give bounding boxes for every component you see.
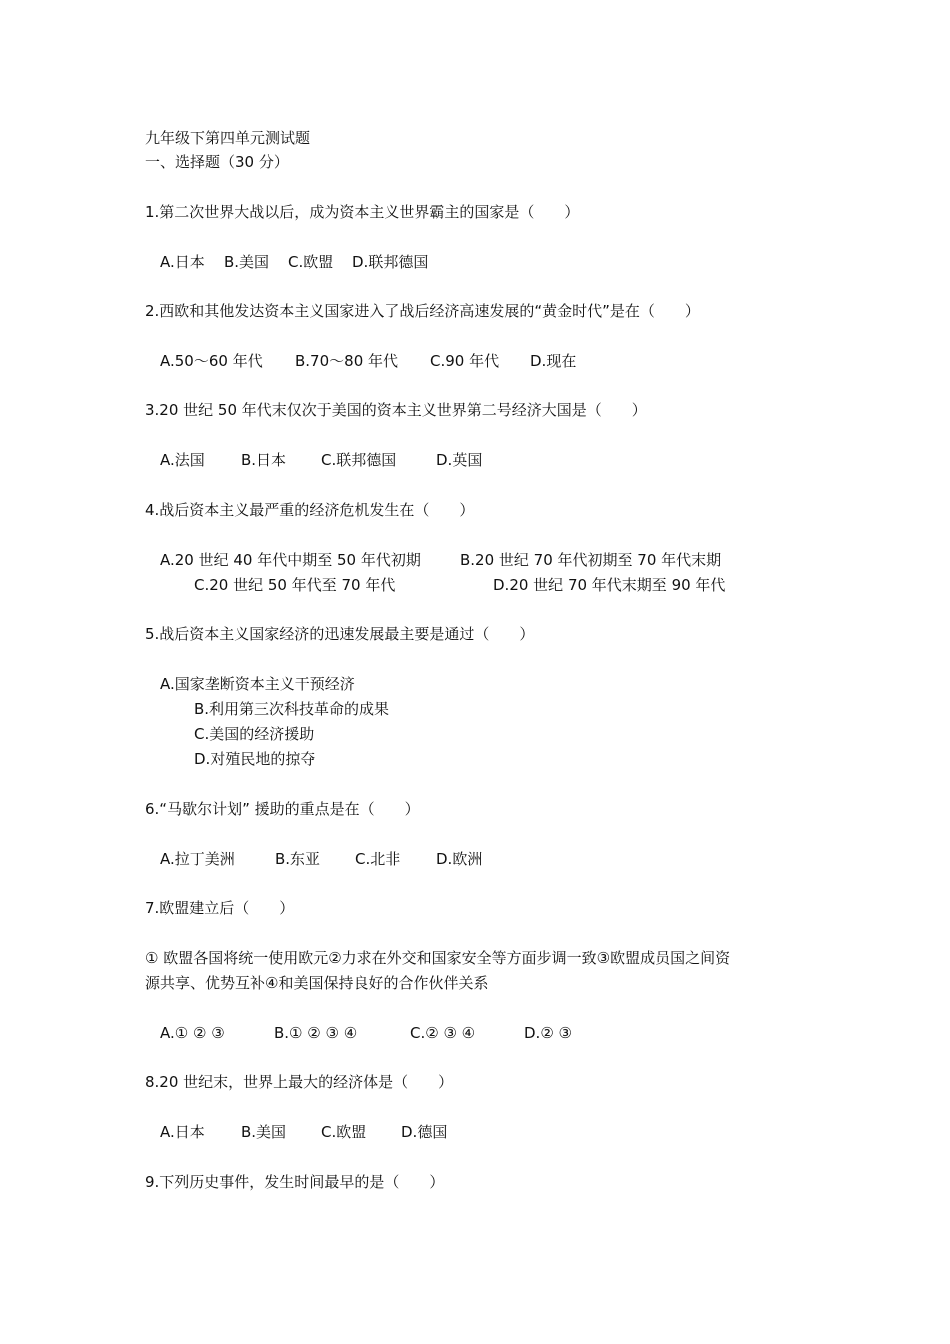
q4-option-a: A.20 世纪 40 年代中期至 50 年代初期 — [160, 551, 421, 569]
q1-option-d: D.联邦德国 — [352, 253, 429, 271]
q6-option-b: B.东亚 — [275, 850, 321, 868]
q3-option-a: A.法国 — [160, 451, 205, 469]
q4-option-c: C.20 世纪 50 年代至 70 年代 — [194, 576, 396, 594]
q2-option-d: D.现在 — [530, 352, 577, 370]
q6-option-c: C.北非 — [355, 850, 401, 868]
q5-option-b: B.利用第三次科技革命的成果 — [194, 700, 390, 718]
question-5-stem: 5.战后资本主义国家经济的迅速发展最主要是通过（ ） — [145, 625, 535, 643]
q2-option-b: B.70～80 年代 — [295, 352, 399, 370]
q7-option-c: C.② ③ ④ — [410, 1024, 476, 1042]
question-9-stem: 9.下列历史事件，发生时间最早的是（ ） — [145, 1173, 445, 1191]
question-7-stem: 7.欧盟建立后（ ） — [145, 899, 295, 917]
q8-option-d: D.德国 — [401, 1123, 448, 1141]
q8-option-b: B.美国 — [241, 1123, 287, 1141]
q5-option-d: D.对殖民地的掠夺 — [194, 750, 316, 768]
question-3-stem: 3.20 世纪 50 年代末仅次于美国的资本主义世界第二号经济大国是（ ） — [145, 401, 647, 419]
q6-option-d: D.欧洲 — [436, 850, 483, 868]
q4-option-b: B.20 世纪 70 年代初期至 70 年代末期 — [460, 551, 722, 569]
question-6-stem: 6.“马歇尔计划” 援助的重点是在（ ） — [145, 800, 420, 818]
q8-option-a: A.日本 — [160, 1123, 205, 1141]
q5-option-a: A.国家垄断资本主义干预经济 — [160, 675, 355, 693]
q7-statement-line-2: 源共享、优势互补④和美国保持良好的合作伙伴关系 — [145, 974, 489, 992]
q7-option-a: A.① ② ③ — [160, 1024, 225, 1042]
question-4-stem: 4.战后资本主义最严重的经济危机发生在（ ） — [145, 501, 475, 519]
q8-option-c: C.欧盟 — [321, 1123, 367, 1141]
q3-option-b: B.日本 — [241, 451, 287, 469]
question-1-stem: 1.第二次世界大战以后，成为资本主义世界霸主的国家是（ ） — [145, 203, 580, 221]
question-8-stem: 8.20 世纪末，世界上最大的经济体是（ ） — [145, 1073, 454, 1091]
q7-option-d: D.② ③ — [524, 1024, 572, 1042]
q1-option-b: B.美国 — [224, 253, 270, 271]
q7-option-b: B.① ② ③ ④ — [274, 1024, 358, 1042]
doc-title: 九年级下第四单元测试题 — [145, 129, 311, 147]
q7-statement-line-1: ① 欧盟各国将统一使用欧元②力求在外交和国家安全等方面步调一致③欧盟成员国之间资 — [145, 949, 731, 967]
section-heading: 一、选择题（30 分） — [145, 153, 289, 171]
question-2-stem: 2.西欧和其他发达资本主义国家进入了战后经济高速发展的“黄金时代”是在（ ） — [145, 302, 700, 320]
q6-option-a: A.拉丁美洲 — [160, 850, 235, 868]
q1-option-c: C.欧盟 — [288, 253, 334, 271]
q4-option-d: D.20 世纪 70 年代末期至 90 年代 — [493, 576, 726, 594]
q2-option-c: C.90 年代 — [430, 352, 500, 370]
q2-option-a: A.50～60 年代 — [160, 352, 263, 370]
q5-option-c: C.美国的经济援助 — [194, 725, 315, 743]
q1-option-a: A.日本 — [160, 253, 205, 271]
q3-option-c: C.联邦德国 — [321, 451, 397, 469]
q3-option-d: D.英国 — [436, 451, 483, 469]
